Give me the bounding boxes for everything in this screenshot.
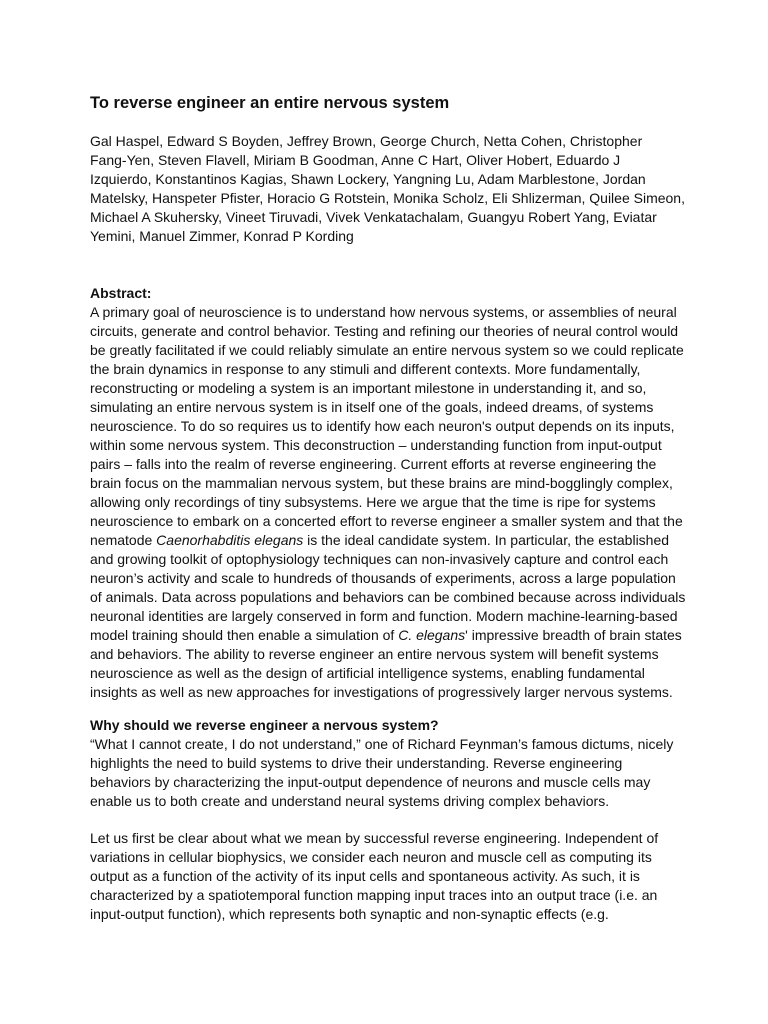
abstract-line: be greatly facilitated if we could reliably simulate an entire nervous system so we could replicate bbox=[90, 342, 684, 358]
abstract-line: A primary goal of neuroscience is to understand how nervous systems, or assemblies of neural bbox=[90, 304, 677, 320]
abstract-line: reconstructing or modeling a system is an important milestone in understanding it, and so, bbox=[90, 380, 647, 396]
paragraph-line: input-output function), which represents both synaptic and non-synaptic effects (e.g. bbox=[90, 906, 609, 922]
abstract-line: simulating an entire nervous system is in itself one of the goals, indeed dreams, of systems bbox=[90, 399, 654, 415]
abstract-text: ' impressive breadth of brain states bbox=[465, 627, 682, 643]
abstract-line: brain focus on the mammalian nervous system, but these brains are mind-bogglingly complex, bbox=[90, 475, 673, 491]
abstract-line: the brain dynamics in response to any stimuli and different contexts. More fundamentally, bbox=[90, 361, 641, 377]
abstract-text: is the ideal candidate system. In particular, the established bbox=[303, 532, 670, 548]
author-line: Fang-Yen, Steven Flavell, Miriam B Goodman, Anne C Hart, Oliver Hobert, Eduardo J bbox=[90, 152, 621, 168]
section-paragraph bbox=[90, 735, 690, 811]
abstract-line bbox=[90, 626, 690, 645]
abstract-line: within some nervous system. This deconstruction – understanding function from input-output bbox=[90, 437, 662, 453]
paragraph-line: highlights the need to build systems to drive their understanding. Reverse engineering bbox=[90, 755, 623, 771]
abstract-text: model training should then enable a simulation of bbox=[90, 627, 399, 643]
author-list bbox=[90, 132, 690, 246]
paragraph-line: variations in cellular biophysics, we consider each neuron and muscle cell as computing its bbox=[90, 849, 652, 865]
species-name: Caenorhabditis elegans bbox=[156, 532, 304, 548]
paragraph-line: “What I cannot create, I do not understand,” one of Richard Feynman’s famous dictums, nicely bbox=[90, 736, 674, 752]
paragraph-line: enable us to both create and understand neural systems driving complex behaviors. bbox=[90, 793, 610, 809]
abstract-line: and behaviors. The ability to reverse engineer an entire nervous system will benefit systems bbox=[90, 646, 659, 662]
abstract-line: pairs – falls into the realm of reverse engineering. Current efforts at reverse engineering the bbox=[90, 456, 657, 472]
species-name: C. elegans bbox=[398, 627, 466, 643]
author-line: Michael A Skuhersky, Vineet Tiruvadi, Vivek Venkatachalam, Guangyu Robert Yang, Eviatar bbox=[90, 209, 657, 225]
abstract-line: of animals. Data across populations and behaviors can be combined because across individuals bbox=[90, 589, 686, 605]
abstract-line: and growing toolkit of optophysiology techniques can non-invasively capture and control each bbox=[90, 551, 669, 567]
abstract-body bbox=[90, 303, 690, 702]
abstract-line: neuronal identities are largely conserved in form and function. Modern machine-learning-based bbox=[90, 608, 678, 624]
paper-title: To reverse engineer an entire nervous system bbox=[90, 94, 450, 112]
abstract-line bbox=[90, 531, 690, 550]
abstract-line: neuroscience. To do so requires us to identify how each neuron's output depends on its inputs, bbox=[90, 418, 675, 434]
author-line: Yemini, Manuel Zimmer, Konrad P Kording bbox=[90, 228, 354, 244]
author-line: Gal Haspel, Edward S Boyden, Jeffrey Brown, George Church, Netta Cohen, Christopher bbox=[90, 133, 643, 149]
section-paragraph bbox=[90, 829, 690, 924]
paragraph-line: Let us first be clear about what we mean by successful reverse engineering. Independent of bbox=[90, 830, 659, 846]
author-line: Matelsky, Hanspeter Pfister, Horacio G Rotstein, Monika Scholz, Eli Shlizerman, Quilee Simeon, bbox=[90, 190, 685, 206]
abstract-heading: Abstract: bbox=[90, 285, 152, 301]
abstract-line: neuroscience as well as the design of artificial intelligence systems, enabling fundamental bbox=[90, 665, 645, 681]
paragraph-line: characterized by a spatiotemporal function mapping input traces into an output trace (i.e. an bbox=[90, 887, 658, 903]
abstract-line: neuron’s activity and scale to hundreds of thousands of experiments, across a large population bbox=[90, 570, 676, 586]
abstract-line: allowing only recordings of tiny subsystems. Here we argue that the time is ripe for systems bbox=[90, 494, 656, 510]
abstract-line: circuits, generate and control behavior. Testing and refining our theories of neural control would bbox=[90, 323, 679, 339]
abstract-line: neuroscience to embark on a concerted effort to reverse engineer a smaller system and that the bbox=[90, 513, 683, 529]
paragraph-line: output as a function of the activity of its input cells and spontaneous activity. As such, it is bbox=[90, 868, 640, 884]
author-line: Izquierdo, Konstantinos Kagias, Shawn Lockery, Yangning Lu, Adam Marblestone, Jordan bbox=[90, 171, 646, 187]
section-heading: Why should we reverse engineer a nervous system? bbox=[90, 717, 439, 733]
abstract-line: insights as well as new approaches for investigations of progressively larger nervous systems. bbox=[90, 684, 673, 700]
abstract-text: nematode bbox=[90, 532, 157, 548]
paragraph-line: behaviors by characterizing the input-output dependence of neurons and muscle cells may bbox=[90, 774, 651, 790]
